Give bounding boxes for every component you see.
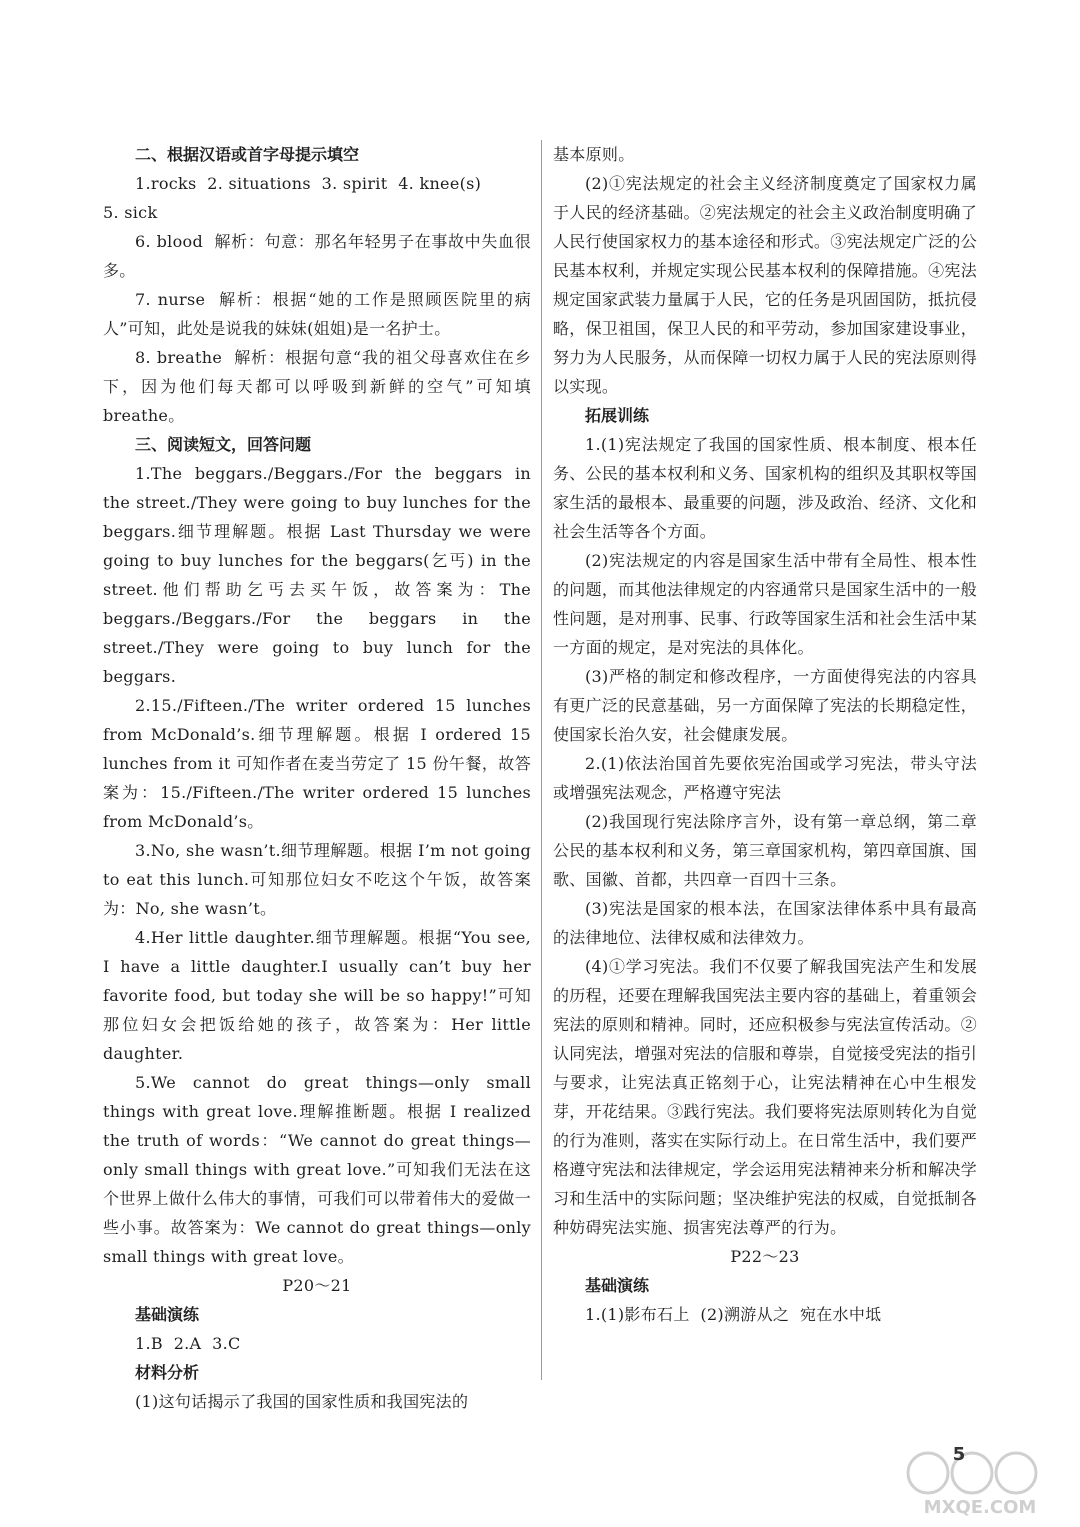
answer-paragraph: (4)①学习宪法。我们不仅要了解我国宪法产生和发展的历程，还要在理解我国宪法主要内容的基础上，着重领会宪法的原则和精神。同时，还应积极参与宪法宣传活动。②认同宪法，增强对宪法的信服和尊崇，自觉接受宪法的指引与要求，让宪法真正铭刻于心，让宪法精神在心中生根发芽，开花结果。③践行宪法。我们要将宪法原则转化为自觉的行为准则，落实在实际行动上。在日常生活中，我们要严格遵守宪法和法律规定，学会运用宪法精神来分析和解决学习和生活中的实际问题；坚决维护宪法的权威，自觉抵制各种妨碍宪法实施、损害宪法尊严的行为。: [553, 957, 977, 1237]
column-divider: [541, 140, 542, 1380]
section-heading: 材料分析: [135, 1363, 200, 1382]
answer-paragraph: (2)我国现行宪法除序言外，设有第一章总纲，第二章公民的基本权利和义务，第三章国家机构，第四章国旗、国歌、国徽、首都，共四章一百四十三条。: [553, 812, 977, 889]
section-heading: 基础演练: [135, 1305, 200, 1324]
watermark-text: MXQE.COM: [923, 1497, 1037, 1518]
answer-paragraph: 6. blood 解析：句意：那名年轻男子在事故中失血很多。: [103, 232, 531, 280]
section-heading: 基础演练: [585, 1276, 650, 1295]
answer-paragraph: 1.The beggars./Beggars./For the beggars in the street./They were going to buy lunches for the beggars.细节理解题。根据 Last Thursday we were going to buy lunches for the beggars(乞丐) in the street.他们帮助乞丐去买午饭，故答案为：The beggars./Beggars./For the beggars in the street./They were going to buy lunch for the beggars.: [103, 464, 537, 686]
answer-paragraph: (2)①宪法规定的社会主义经济制度奠定了国家权力属于人民的经济基础。②宪法规定的社会主义政治制度明确了人民行使国家权力的基本途径和形式。③宪法规定广泛的公民基本权利，并规定实现公民基本权利的保障措施。④宪法规定国家武装力量属于人民，它的任务是巩固国防，抵抗侵略，保卫祖国，保卫人民的和平劳动，参加国家建设事业，努力为人民服务，从而保障一切权力属于人民的宪法原则得以实现。: [553, 174, 977, 396]
answer-paragraph: 8. breathe 解析：根据句意“我的祖父母喜欢住在乡下，因为他们每天都可以呼吸到新鲜的空气”可知填 breathe。: [103, 348, 537, 425]
answer-paragraph: 2.15./Fifteen./The writer ordered 15 lunches from McDonald’s.细节理解题。根据 I ordered 15 lunches from it 可知作者在麦当劳定了 15 份午餐，故答案为：15./Fifteen./The writer ordered 15 lunches from McDonald’s。: [103, 696, 537, 831]
section-heading: 二、根据汉语或首字母提示填空: [135, 145, 360, 164]
answer-paragraph: 1.B 2.A 3.C: [135, 1334, 241, 1353]
page-reference: P20～21: [282, 1276, 352, 1295]
section-heading: 三、阅读短文，回答问题: [135, 435, 312, 454]
answer-paragraph: 5.We cannot do great things—only small things with great love.理解推断题。根据 I realized the truth of words：“We cannot do great things—only small things with great love.”可知我们无法在这个世界上做什么伟大的事情，可我们可以带着伟大的爱做一些小事。故答案为：We cannot do great things—only small things with great love。: [103, 1073, 537, 1266]
answer-paragraph: 4.Her little daughter.细节理解题。根据“You see, I have a little daughter.I usually can’t buy her favorite food, but today she will be so happy!”可知那位妇女会把饭给她的孩子，故答案为：Her little daughter.: [103, 928, 537, 1063]
answer-paragraph: (1)这句话揭示了我国的国家性质和我国宪法的: [135, 1392, 469, 1411]
answer-paragraph: 2.(1)依法治国首先要依宪治国或学习宪法，带头守法或增强宪法观念，严格遵守宪法: [553, 754, 977, 802]
answer-paragraph: (3)宪法是国家的根本法，在国家法律体系中具有最高的法律地位、法律权威和法律效力。: [553, 899, 977, 947]
page-reference: P22～23: [730, 1247, 800, 1266]
page-number: 5: [952, 1444, 966, 1465]
answer-paragraph: 1.(1)宪法规定了我国的国家性质、根本制度、根本任务、公民的基本权利和义务、国家机构的组织及其职权等国家生活的最根本、最重要的问题，涉及政治、经济、文化和社会生活等各个方面。: [553, 435, 977, 541]
answer-paragraph: 1.(1)影布石上 (2)溯游从之 宛在水中坻: [585, 1305, 882, 1324]
section-heading: 拓展训练: [585, 406, 650, 425]
answer-paragraph: (2)宪法规定的内容是国家生活中带有全局性、根本性的问题，而其他法律规定的内容通常只是国家生活中的一般性问题，是对刑事、民事、行政等国家生活和社会生活中某一方面的规定，是对宪法的具体化。: [553, 551, 977, 657]
watermark-logo: [900, 1445, 1060, 1520]
answer-paragraph: 3.No, she wasn’t.细节理解题。根据 I’m not going to eat this lunch.可知那位妇女不吃这个午饭，故答案为：No, she wasn’t。: [103, 841, 537, 918]
answer-paragraph: 1.rocks 2. situations 3. spirit 4. knee(s): [135, 174, 482, 193]
answer-paragraph: 7. nurse 解析：根据“她的工作是照顾医院里的病人”可知，此处是说我的妹妹(姐姐)是一名护士。: [103, 290, 531, 338]
answer-paragraph: (3)严格的制定和修改程序，一方面使得宪法的内容具有更广泛的民意基础，另一方面保障了宪法的长期稳定性，使国家长治久安，社会健康发展。: [553, 667, 977, 744]
answer-paragraph: 5. sick: [103, 203, 158, 222]
right-column: [553, 140, 977, 1329]
answer-paragraph: 基本原则。: [553, 145, 635, 164]
left-column: [103, 140, 537, 1416]
